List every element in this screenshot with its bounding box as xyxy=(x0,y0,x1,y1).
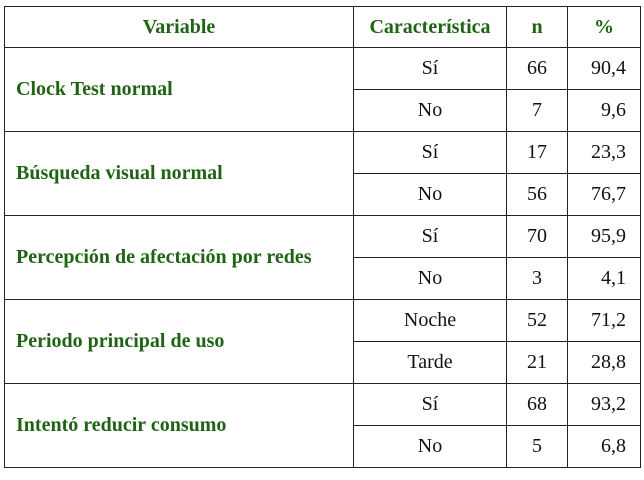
header-n: n xyxy=(507,7,568,48)
header-percent: % xyxy=(568,7,641,48)
caracteristica-cell: Sí xyxy=(354,216,507,258)
caracteristica-cell: Sí xyxy=(354,48,507,90)
caracteristica-cell: Noche xyxy=(354,300,507,342)
percent-cell: 71,2 xyxy=(568,300,641,342)
caracteristica-cell: Sí xyxy=(354,132,507,174)
results-table xyxy=(4,6,641,468)
n-cell: 68 xyxy=(507,384,568,426)
variable-cell: Clock Test normal xyxy=(5,48,354,132)
table-row xyxy=(5,384,641,426)
n-cell: 17 xyxy=(507,132,568,174)
header-variable: Variable xyxy=(5,7,354,48)
variable-cell: Percepción de afectación por redes xyxy=(5,216,354,300)
n-cell: 21 xyxy=(507,342,568,384)
percent-cell: 93,2 xyxy=(568,384,641,426)
table-row xyxy=(5,300,641,342)
percent-cell: 76,7 xyxy=(568,174,641,216)
percent-cell: 6,8 xyxy=(568,426,641,468)
n-cell: 7 xyxy=(507,90,568,132)
n-cell: 52 xyxy=(507,300,568,342)
n-cell: 3 xyxy=(507,258,568,300)
header-caracteristica: Característica xyxy=(354,7,507,48)
caracteristica-cell: No xyxy=(354,258,507,300)
table-row xyxy=(5,48,641,90)
percent-cell: 95,9 xyxy=(568,216,641,258)
variable-cell: Intentó reducir consumo xyxy=(5,384,354,468)
header-row xyxy=(5,7,641,48)
variable-cell: Periodo principal de uso xyxy=(5,300,354,384)
caracteristica-cell: No xyxy=(354,426,507,468)
variable-cell: Búsqueda visual normal xyxy=(5,132,354,216)
percent-cell: 9,6 xyxy=(568,90,641,132)
percent-cell: 4,1 xyxy=(568,258,641,300)
caracteristica-cell: Tarde xyxy=(354,342,507,384)
table-row xyxy=(5,216,641,258)
caracteristica-cell: No xyxy=(354,174,507,216)
caracteristica-cell: Sí xyxy=(354,384,507,426)
n-cell: 66 xyxy=(507,48,568,90)
caracteristica-cell: No xyxy=(354,90,507,132)
percent-cell: 28,8 xyxy=(568,342,641,384)
n-cell: 5 xyxy=(507,426,568,468)
percent-cell: 90,4 xyxy=(568,48,641,90)
table-row xyxy=(5,132,641,174)
n-cell: 70 xyxy=(507,216,568,258)
n-cell: 56 xyxy=(507,174,568,216)
percent-cell: 23,3 xyxy=(568,132,641,174)
